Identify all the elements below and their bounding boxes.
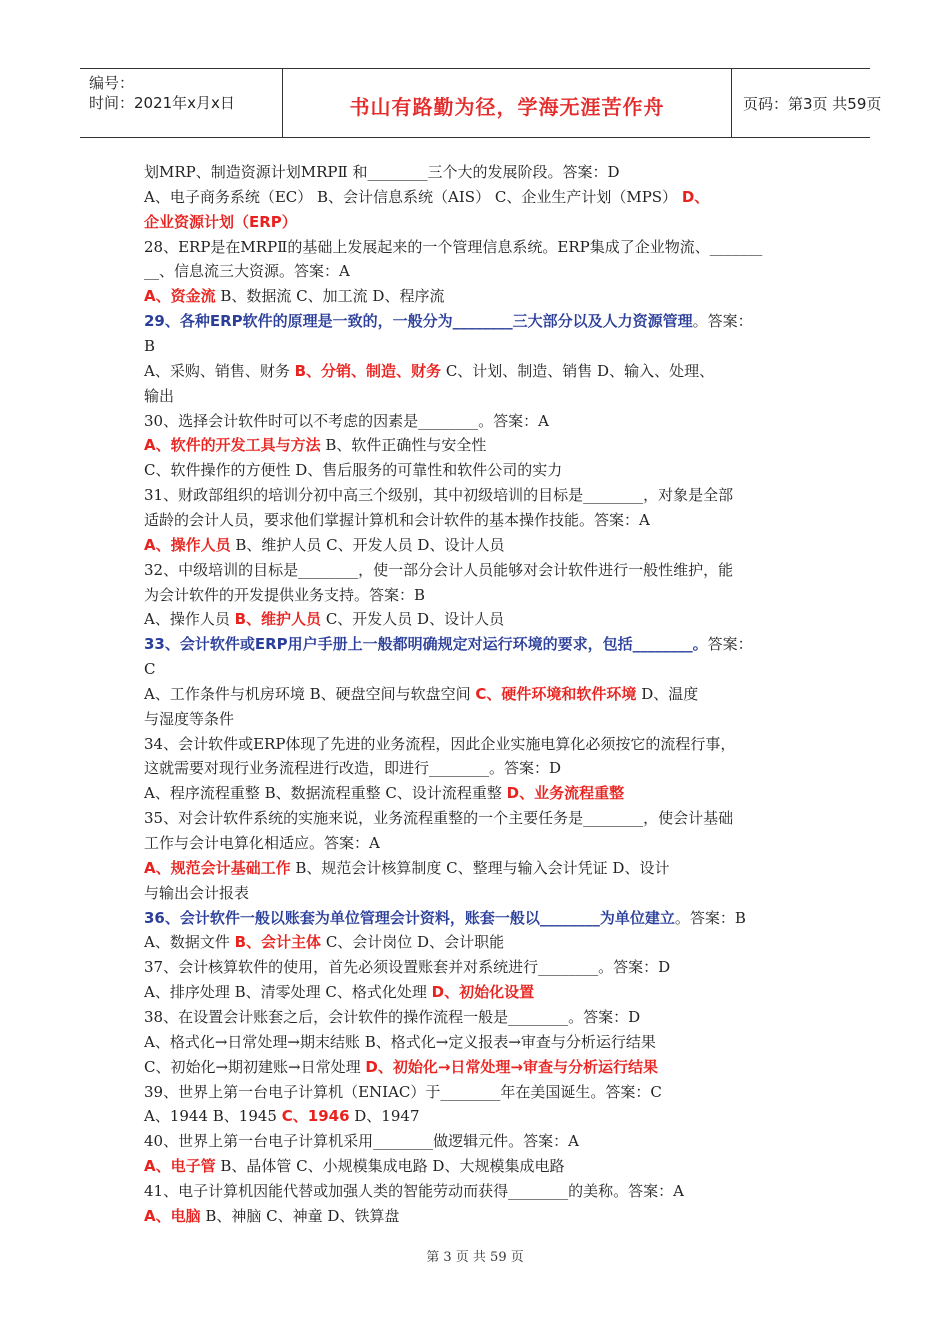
line-text: C <box>144 660 156 678</box>
line-text: 41、电子计算机因能代替或加强人类的智能劳动而获得________的美称。答案：A <box>144 1181 684 1200</box>
line-text: 。答案：B <box>674 908 746 927</box>
text-line <box>144 808 733 828</box>
answer-highlight: A、电脑 <box>144 1206 201 1225</box>
text-line <box>144 858 669 878</box>
line-text: 与输出会计报表 <box>144 883 250 902</box>
line-text: 输出 <box>144 386 175 405</box>
answer-highlight: C、硬件环境和软件环境 <box>475 684 637 703</box>
text-line <box>144 1206 399 1226</box>
question-highlight: 29、各种ERP软件的原理是一致的，一般分为________三大部分以及人力资源管理 <box>144 312 693 331</box>
text-line <box>144 311 753 331</box>
page-footer: 第 3 页 共 59 页 <box>426 1250 524 1265</box>
line-text: C、会计岗位 D、会计职能 <box>321 933 505 952</box>
text-line <box>144 783 624 803</box>
line-text: 工作与会计电算化相适应。答案：A <box>144 834 380 852</box>
text-line <box>144 1082 662 1102</box>
line-text: A、数据文件 <box>144 933 235 952</box>
line-text: D、1947 <box>349 1107 420 1126</box>
header-page-cell <box>731 69 882 137</box>
answer-highlight: B、分销、制造、财务 <box>294 361 442 380</box>
text-line <box>144 237 762 257</box>
text-line <box>144 734 735 754</box>
text-line <box>144 982 534 1002</box>
text-line <box>144 1181 684 1201</box>
line-text: 28、ERP是在MRPⅡ的基础上发展起来的一个管理信息系统。ERP集成了企业物流、_______ <box>144 237 763 256</box>
line-text: 这就需要对现行业务流程进行改造，即进行________。答案：D <box>144 759 562 778</box>
line-text: A、程序流程重整 B、数据流程重整 C、设计流程重整 <box>144 784 507 803</box>
line-text: A、1944 B、1945 <box>144 1107 282 1126</box>
answer-highlight: D、初始化→日常处理→审查与分析运行结果 <box>365 1057 658 1076</box>
text-line <box>144 833 380 853</box>
answer-highlight: B、维护人员 <box>234 610 322 629</box>
answer-highlight: A、电子管 <box>144 1157 216 1175</box>
line-text: 31、财政部组织的培训分初中高三个级别，其中初级培训的目标是________，对象是全部 <box>144 486 734 505</box>
text-line <box>144 684 698 704</box>
line-text: 。答案： <box>692 312 753 331</box>
line-text: C、初始化→期初建账→日常处理 <box>144 1057 366 1076</box>
line-text: B、数据流 C、加工流 D、程序流 <box>215 287 445 306</box>
answer-highlight: 企业资源计划（ERP） <box>144 212 297 231</box>
text-line <box>144 609 504 629</box>
document-code-label: 编号： <box>89 74 135 92</box>
text-line <box>144 932 504 952</box>
text-line <box>144 709 234 729</box>
text-line <box>144 535 504 555</box>
line-text: 划MRP、制造资源计划MRPⅡ 和________三个大的发展阶段。答案：D <box>144 163 620 181</box>
line-text: B、软件正确性与安全性 <box>320 436 487 455</box>
line-text: C、软件操作的方便性 D、售后服务的可靠性和软件公司的实力 <box>144 461 563 480</box>
line-text: A、操作人员 <box>144 610 235 629</box>
text-line <box>144 957 670 977</box>
text-line <box>144 1007 640 1027</box>
text-line <box>144 1106 419 1126</box>
text-line <box>144 162 619 182</box>
text-line <box>144 212 297 232</box>
text-line <box>144 1032 656 1052</box>
line-text: C、开发人员 D、设计人员 <box>321 610 505 629</box>
answer-highlight: A、规范会计基础工作 <box>144 858 291 877</box>
text-line <box>144 634 753 654</box>
line-text: __、信息流三大资源。答案：A <box>144 262 350 281</box>
text-line <box>144 585 425 605</box>
text-line <box>144 908 746 928</box>
line-text: A、格式化→日常处理→期末结账 B、格式化→定义报表→审查与分析运行结果 <box>144 1032 656 1051</box>
text-line <box>144 435 486 455</box>
line-text: 30、选择会计软件时可以不考虑的因素是________。答案：A <box>144 411 549 430</box>
line-text: A、采购、销售、财务 <box>144 361 295 380</box>
line-text: 38、在设置会计账套之后，会计软件的操作流程一般是________。答案：D <box>144 1007 641 1026</box>
text-line <box>144 336 155 356</box>
line-text: 39、世界上第一台电子计算机（ENIAC）于________年在美国诞生。答案：C <box>144 1082 662 1101</box>
answer-highlight: B、会计主体 <box>234 933 322 952</box>
answer-highlight: A、软件的开发工具与方法 <box>144 436 321 455</box>
line-text: 适龄的会计人员，要求他们掌握计算机和会计软件的基本操作技能。答案：A <box>144 510 650 529</box>
answer-highlight: D、业务流程重整 <box>506 784 625 803</box>
text-line <box>144 883 249 903</box>
text-line <box>144 1156 564 1176</box>
text-line <box>144 1131 579 1151</box>
line-text: B、晶体管 C、小规模集成电路 D、大规模集成电路 <box>215 1157 565 1175</box>
answer-highlight: D、初始化设置 <box>431 983 535 1002</box>
line-text: B、规范会计核算制度 C、整理与输入会计凭证 D、设计 <box>290 858 670 877</box>
header-meta-cell <box>80 69 280 137</box>
text-line <box>144 386 174 406</box>
line-text: B <box>144 337 156 355</box>
line-text: C、计划、制造、销售 D、输入、处理、 <box>441 361 715 380</box>
line-text: B、神脑 C、神童 D、铁算盘 <box>200 1206 400 1225</box>
line-text: 34、会计软件或ERP体现了先进的业务流程，因此企业实施电算化必须按它的流程行事， <box>144 734 736 753</box>
text-line <box>144 510 650 530</box>
text-line <box>144 560 733 580</box>
line-text: 答案： <box>707 635 753 654</box>
text-line <box>144 261 350 281</box>
header-motto-cell <box>282 69 732 137</box>
text-line <box>144 1057 658 1077</box>
question-highlight: 36、会计软件一般以账套为单位管理会计资料，账套一般以________为单位建立 <box>144 908 675 927</box>
text-line <box>144 286 444 306</box>
line-text: D、温度 <box>636 684 699 703</box>
line-text: 与湿度等条件 <box>144 709 235 728</box>
text-line <box>144 187 709 207</box>
text-line <box>144 460 562 480</box>
text-line <box>144 485 733 505</box>
text-line <box>144 758 561 778</box>
line-text: 37、会计核算软件的使用，首先必须设置账套并对系统进行________。答案：D <box>144 958 671 977</box>
line-text: 35、对会计软件系统的实施来说，业务流程重整的一个主要任务是________，使会计基础 <box>144 809 734 828</box>
text-line <box>144 411 549 431</box>
line-text: 32、中级培训的目标是________，使一部分会计人员能够对会计软件进行一般性维护，能 <box>144 560 734 579</box>
document-date-label: 时间：2021年x月x日 <box>89 94 235 112</box>
question-highlight: 33、会计软件或ERP用户手册上一般都明确规定对运行环境的要求，包括________。 <box>144 635 708 654</box>
line-text: B、维护人员 C、开发人员 D、设计人员 <box>230 535 505 554</box>
text-line <box>144 659 155 679</box>
page-header <box>80 68 882 138</box>
answer-highlight: A、资金流 <box>144 287 216 306</box>
line-text: 40、世界上第一台电子计算机采用________做逻辑元件。答案：A <box>144 1132 579 1151</box>
answer-highlight: D、 <box>681 187 710 206</box>
text-line <box>144 361 714 381</box>
line-text: A、工作条件与机房环境 B、硬盘空间与软盘空间 <box>144 684 476 703</box>
line-text: A、排序处理 B、清零处理 C、格式化处理 <box>144 983 432 1002</box>
line-text: 为会计软件的开发提供业务支持。答案：B <box>144 585 426 604</box>
header-motto: 书山有路勤为径，学海无涯苦作舟 <box>349 95 665 119</box>
answer-highlight: C、1946 <box>281 1107 350 1126</box>
header-page-code: 页码：第3页 共59页 <box>743 95 882 113</box>
answer-highlight: A、操作人员 <box>144 535 231 554</box>
line-text: A、电子商务系统（EC） B、会计信息系统（AIS） C、企业生产计划（MPS） <box>144 187 682 206</box>
